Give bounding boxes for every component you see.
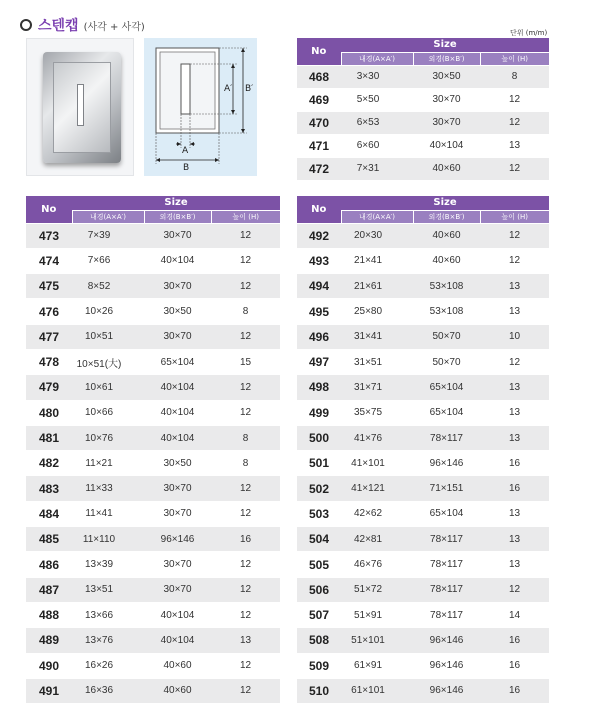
row-outer-size: 65×104 [144, 349, 211, 374]
row-no: 488 [26, 602, 72, 627]
row-no: 495 [297, 299, 341, 324]
row-inner-size: 61×91 [341, 653, 413, 678]
row-inner-size: 31×41 [341, 324, 413, 349]
row-outer-size: 53×108 [413, 299, 480, 324]
row-no: 492 [297, 223, 341, 248]
dimension-drawing [144, 38, 257, 176]
row-no: 473 [26, 223, 72, 248]
row-height: 16 [480, 678, 549, 703]
steel-cap-plate-image [43, 52, 121, 163]
row-height: 13 [480, 400, 549, 425]
header-height: 높이 (H) [211, 210, 280, 223]
table-row [297, 157, 549, 180]
row-outer-size: 40×60 [144, 678, 211, 703]
row-inner-size: 10×51(大) [72, 349, 144, 374]
row-height: 12 [480, 88, 549, 111]
row-height: 12 [480, 111, 549, 134]
table-row [297, 248, 549, 273]
row-inner-size: 3×30 [341, 65, 413, 88]
row-height: 13 [480, 425, 549, 450]
row-no: 487 [26, 577, 72, 602]
header-outer: 외경(B×B′) [413, 52, 480, 65]
row-outer-size: 30×50 [144, 451, 211, 476]
row-no: 498 [297, 375, 341, 400]
row-inner-size: 10×51 [72, 324, 144, 349]
row-height: 13 [480, 299, 549, 324]
table-row [297, 451, 549, 476]
row-inner-size: 13×66 [72, 602, 144, 627]
row-inner-size: 10×26 [72, 299, 144, 324]
table-row [297, 375, 549, 400]
row-outer-size: 96×146 [144, 527, 211, 552]
row-height: 8 [480, 65, 549, 88]
row-outer-size: 40×104 [144, 400, 211, 425]
row-inner-size: 31×71 [341, 375, 413, 400]
table-row [297, 299, 549, 324]
row-outer-size: 30×70 [144, 324, 211, 349]
row-outer-size: 30×70 [144, 223, 211, 248]
spec-table-left [26, 196, 280, 704]
header-size: Size [341, 196, 549, 210]
row-height: 12 [211, 223, 280, 248]
header-height: 높이 (H) [480, 210, 549, 223]
row-height: 12 [211, 577, 280, 602]
row-height: 12 [480, 349, 549, 374]
dim-label-b-prime: B′ [245, 84, 254, 94]
table-row [297, 527, 549, 552]
row-inner-size: 7×66 [72, 248, 144, 273]
row-height: 16 [480, 451, 549, 476]
table-row [297, 88, 549, 111]
row-no: 486 [26, 552, 72, 577]
row-inner-size: 10×76 [72, 425, 144, 450]
row-outer-size: 40×104 [413, 134, 480, 157]
row-height: 12 [480, 223, 549, 248]
row-outer-size: 40×60 [144, 653, 211, 678]
row-inner-size: 61×101 [341, 678, 413, 703]
row-outer-size: 40×60 [413, 248, 480, 273]
table-row [297, 552, 549, 577]
row-no: 501 [297, 451, 341, 476]
row-outer-size: 40×104 [144, 425, 211, 450]
row-no: 479 [26, 375, 72, 400]
table-row [26, 223, 280, 248]
table-row [297, 134, 549, 157]
header-outer: 외경(B×B′) [144, 210, 211, 223]
row-no: 504 [297, 527, 341, 552]
table-row [297, 602, 549, 627]
table-row [297, 501, 549, 526]
row-height: 16 [211, 527, 280, 552]
row-height: 12 [480, 248, 549, 273]
table-row [26, 527, 280, 552]
row-outer-size: 78×117 [413, 425, 480, 450]
row-outer-size: 30×70 [144, 577, 211, 602]
row-no: 483 [26, 476, 72, 501]
row-height: 12 [211, 324, 280, 349]
header-no: No [26, 196, 72, 223]
row-height: 10 [480, 324, 549, 349]
row-height: 16 [480, 628, 549, 653]
row-no: 481 [26, 425, 72, 450]
row-outer-size: 40×104 [144, 602, 211, 627]
table-row [26, 375, 280, 400]
row-height: 13 [480, 501, 549, 526]
header-inner: 내경(A×A′) [341, 52, 413, 65]
row-inner-size: 21×61 [341, 274, 413, 299]
row-height: 12 [211, 678, 280, 703]
dimension-diagram [144, 38, 257, 176]
spec-table-top [297, 38, 549, 181]
row-height: 8 [211, 299, 280, 324]
row-outer-size: 30×70 [413, 88, 480, 111]
row-no: 506 [297, 577, 341, 602]
row-inner-size: 11×110 [72, 527, 144, 552]
row-inner-size: 13×76 [72, 628, 144, 653]
header-inner: 내경(A×A′) [341, 210, 413, 223]
row-no: 490 [26, 653, 72, 678]
row-height: 16 [480, 653, 549, 678]
row-no: 507 [297, 602, 341, 627]
table-row [297, 349, 549, 374]
row-height: 12 [211, 375, 280, 400]
row-height: 12 [211, 501, 280, 526]
row-no: 472 [297, 157, 341, 180]
plate-slot [77, 84, 84, 126]
table-row [297, 223, 549, 248]
row-no: 508 [297, 628, 341, 653]
row-inner-size: 16×26 [72, 653, 144, 678]
row-outer-size: 30×50 [413, 65, 480, 88]
table-row [297, 628, 549, 653]
row-outer-size: 50×70 [413, 349, 480, 374]
table-row [297, 400, 549, 425]
row-outer-size: 96×146 [413, 628, 480, 653]
dim-label-a-prime: A′ [224, 84, 233, 94]
row-inner-size: 31×51 [341, 349, 413, 374]
row-outer-size: 40×60 [413, 157, 480, 180]
row-outer-size: 30×70 [144, 274, 211, 299]
row-inner-size: 7×31 [341, 157, 413, 180]
table-row [26, 628, 280, 653]
row-no: 477 [26, 324, 72, 349]
table-row [26, 248, 280, 273]
row-no: 469 [297, 88, 341, 111]
row-no: 485 [26, 527, 72, 552]
row-no: 503 [297, 501, 341, 526]
header-no: No [297, 38, 341, 65]
title-main: 스텐캡 [38, 18, 79, 34]
row-outer-size: 96×146 [413, 451, 480, 476]
table-row [26, 602, 280, 627]
row-height: 16 [480, 476, 549, 501]
row-outer-size: 65×104 [413, 400, 480, 425]
row-inner-size: 13×39 [72, 552, 144, 577]
table-row [26, 400, 280, 425]
table-row [297, 425, 549, 450]
row-height: 12 [211, 653, 280, 678]
product-photo [26, 38, 134, 176]
row-outer-size: 65×104 [413, 375, 480, 400]
table-row [297, 678, 549, 703]
row-no: 502 [297, 476, 341, 501]
row-height: 15 [211, 349, 280, 374]
row-outer-size: 65×104 [413, 501, 480, 526]
dim-label-b: B [183, 163, 190, 173]
row-no: 510 [297, 678, 341, 703]
row-inner-size: 11×21 [72, 451, 144, 476]
row-inner-size: 46×76 [341, 552, 413, 577]
row-height: 14 [480, 602, 549, 627]
row-height: 13 [211, 628, 280, 653]
row-height: 13 [480, 527, 549, 552]
header-no: No [297, 196, 341, 223]
row-inner-size: 21×41 [341, 248, 413, 273]
row-no: 505 [297, 552, 341, 577]
row-inner-size: 11×41 [72, 501, 144, 526]
title-sub: (사각 + 사각) [83, 21, 145, 33]
table-row [26, 349, 280, 374]
row-inner-size: 41×76 [341, 425, 413, 450]
row-height: 13 [480, 375, 549, 400]
table-row [26, 425, 280, 450]
row-outer-size: 50×70 [413, 324, 480, 349]
row-no: 494 [297, 274, 341, 299]
row-height: 8 [211, 425, 280, 450]
row-outer-size: 40×60 [413, 223, 480, 248]
row-no: 497 [297, 349, 341, 374]
row-inner-size: 10×66 [72, 400, 144, 425]
row-inner-size: 16×36 [72, 678, 144, 703]
row-outer-size: 40×104 [144, 628, 211, 653]
table-row [297, 577, 549, 602]
table-row [26, 678, 280, 703]
dim-label-a: A [182, 146, 189, 156]
table-row [26, 577, 280, 602]
row-inner-size: 5×50 [341, 88, 413, 111]
table-row [26, 324, 280, 349]
row-inner-size: 11×33 [72, 476, 144, 501]
row-inner-size: 6×53 [341, 111, 413, 134]
table-row [297, 476, 549, 501]
row-no: 468 [297, 65, 341, 88]
row-height: 12 [211, 476, 280, 501]
row-inner-size: 51×72 [341, 577, 413, 602]
page-title [20, 15, 145, 35]
table-row [297, 274, 549, 299]
row-height: 13 [480, 552, 549, 577]
row-no: 475 [26, 274, 72, 299]
row-no: 474 [26, 248, 72, 273]
row-inner-size: 10×61 [72, 375, 144, 400]
table-row [297, 65, 549, 88]
circle-bullet-icon [20, 19, 32, 31]
header-outer: 외경(B×B′) [413, 210, 480, 223]
table-row [26, 274, 280, 299]
row-no: 489 [26, 628, 72, 653]
row-inner-size: 8×52 [72, 274, 144, 299]
row-no: 499 [297, 400, 341, 425]
row-inner-size: 35×75 [341, 400, 413, 425]
row-outer-size: 78×117 [413, 577, 480, 602]
table-row [297, 653, 549, 678]
header-inner: 내경(A×A′) [72, 210, 144, 223]
table-row [26, 476, 280, 501]
row-inner-size: 6×60 [341, 134, 413, 157]
table-row [26, 451, 280, 476]
table-row [26, 552, 280, 577]
table-row [297, 111, 549, 134]
table-row [26, 299, 280, 324]
row-inner-size: 51×101 [341, 628, 413, 653]
row-height: 12 [211, 274, 280, 299]
header-size: Size [341, 38, 549, 52]
row-outer-size: 40×104 [144, 248, 211, 273]
row-outer-size: 30×70 [413, 111, 480, 134]
row-inner-size: 42×62 [341, 501, 413, 526]
row-no: 491 [26, 678, 72, 703]
row-outer-size: 30×70 [144, 476, 211, 501]
row-outer-size: 78×117 [413, 527, 480, 552]
row-height: 12 [480, 577, 549, 602]
row-height: 12 [211, 602, 280, 627]
row-outer-size: 30×70 [144, 552, 211, 577]
row-height: 12 [211, 552, 280, 577]
spec-table-right [297, 196, 549, 704]
table-row [26, 501, 280, 526]
row-outer-size: 53×108 [413, 274, 480, 299]
row-no: 482 [26, 451, 72, 476]
row-inner-size: 42×81 [341, 527, 413, 552]
row-no: 496 [297, 324, 341, 349]
row-height: 8 [211, 451, 280, 476]
row-inner-size: 51×91 [341, 602, 413, 627]
row-outer-size: 71×151 [413, 476, 480, 501]
row-outer-size: 30×70 [144, 501, 211, 526]
row-outer-size: 96×146 [413, 653, 480, 678]
row-height: 12 [211, 400, 280, 425]
row-no: 476 [26, 299, 72, 324]
row-no: 471 [297, 134, 341, 157]
row-inner-size: 20×30 [341, 223, 413, 248]
row-height: 13 [480, 274, 549, 299]
row-no: 478 [26, 349, 72, 374]
table-row [297, 324, 549, 349]
unit-label: 단위 (m/m) [510, 29, 548, 37]
row-no: 484 [26, 501, 72, 526]
row-inner-size: 25×80 [341, 299, 413, 324]
row-height: 13 [480, 134, 549, 157]
row-no: 493 [297, 248, 341, 273]
row-inner-size: 13×51 [72, 577, 144, 602]
row-no: 470 [297, 111, 341, 134]
row-no: 480 [26, 400, 72, 425]
row-inner-size: 7×39 [72, 223, 144, 248]
row-no: 509 [297, 653, 341, 678]
row-inner-size: 41×121 [341, 476, 413, 501]
table-row [26, 653, 280, 678]
header-size: Size [72, 196, 280, 210]
header-height: 높이 (H) [480, 52, 549, 65]
row-outer-size: 96×146 [413, 678, 480, 703]
row-outer-size: 40×104 [144, 375, 211, 400]
row-no: 500 [297, 425, 341, 450]
row-height: 12 [480, 157, 549, 180]
row-outer-size: 78×117 [413, 602, 480, 627]
row-height: 12 [211, 248, 280, 273]
row-outer-size: 30×50 [144, 299, 211, 324]
row-outer-size: 78×117 [413, 552, 480, 577]
row-inner-size: 41×101 [341, 451, 413, 476]
